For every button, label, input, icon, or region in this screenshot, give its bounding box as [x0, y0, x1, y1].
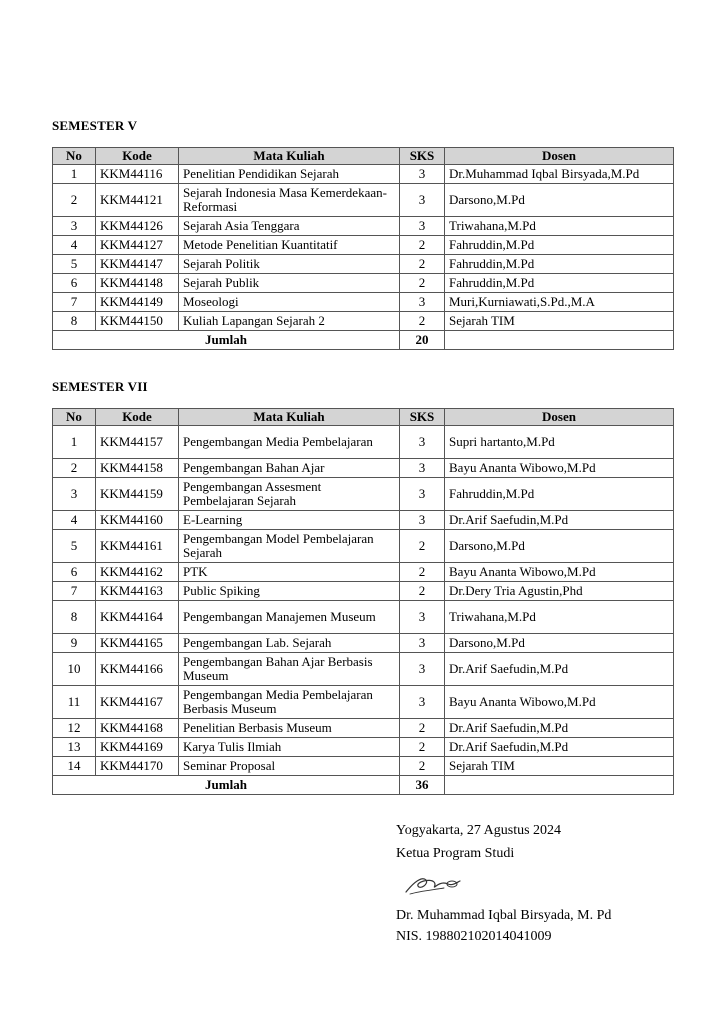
header-sks: SKS [400, 148, 445, 165]
table-row [53, 255, 674, 274]
cell-mata-kuliah: Pengembangan Media Pembelajaran [179, 426, 400, 459]
cell-kode: KKM44150 [96, 312, 179, 331]
cell-mata-kuliah: Karya Tulis Ilmiah [179, 738, 400, 757]
cell-dosen: Dr.Arif Saefudin,M.Pd [445, 738, 674, 757]
table-row [53, 719, 674, 738]
cell-no: 12 [53, 719, 96, 738]
cell-kode: KKM44170 [96, 757, 179, 776]
cell-no: 1 [53, 426, 96, 459]
header-dosen: Dosen [445, 409, 674, 426]
cell-kode: KKM44157 [96, 426, 179, 459]
total-sks: 20 [400, 331, 445, 350]
cell-dosen: Dr.Arif Saefudin,M.Pd [445, 511, 674, 530]
cell-dosen: Fahruddin,M.Pd [445, 478, 674, 511]
table-row [53, 601, 674, 634]
cell-kode: KKM44160 [96, 511, 179, 530]
cell-no: 2 [53, 184, 96, 217]
cell-dosen: Bayu Ananta Wibowo,M.Pd [445, 686, 674, 719]
cell-sks: 3 [400, 601, 445, 634]
header-mata-kuliah: Mata Kuliah [179, 148, 400, 165]
cell-mata-kuliah: Penelitian Pendidikan Sejarah [179, 165, 400, 184]
table-row [53, 634, 674, 653]
cell-dosen: Triwahana,M.Pd [445, 217, 674, 236]
cell-sks: 3 [400, 426, 445, 459]
cell-dosen: Dr.Arif Saefudin,M.Pd [445, 653, 674, 686]
signer-position: Ketua Program Studi [396, 846, 515, 861]
cell-kode: KKM44127 [96, 236, 179, 255]
table-row [53, 686, 674, 719]
cell-dosen: Fahruddin,M.Pd [445, 274, 674, 293]
table-row [53, 530, 674, 563]
cell-kode: KKM44147 [96, 255, 179, 274]
total-empty-cell [445, 331, 674, 350]
cell-kode: KKM44149 [96, 293, 179, 312]
cell-no: 11 [53, 686, 96, 719]
total-sks: 36 [400, 776, 445, 795]
cell-kode: KKM44159 [96, 478, 179, 511]
cell-mata-kuliah: Seminar Proposal [179, 757, 400, 776]
total-label: Jumlah [53, 331, 400, 350]
cell-mata-kuliah: Pengembangan Bahan Ajar Berbasis Museum [179, 653, 400, 686]
cell-mata-kuliah: Sejarah Indonesia Masa Kemerdekaan-Reformasi [179, 184, 400, 217]
table-row [53, 217, 674, 236]
table-row [53, 563, 674, 582]
table-row [53, 757, 674, 776]
cell-dosen: Bayu Ananta Wibowo,M.Pd [445, 459, 674, 478]
cell-mata-kuliah: Pengembangan Bahan Ajar [179, 459, 400, 478]
cell-no: 3 [53, 217, 96, 236]
cell-dosen: Fahruddin,M.Pd [445, 255, 674, 274]
cell-mata-kuliah: Kuliah Lapangan Sejarah 2 [179, 312, 400, 331]
cell-no: 9 [53, 634, 96, 653]
cell-sks: 3 [400, 686, 445, 719]
cell-kode: KKM44165 [96, 634, 179, 653]
table-header-row [53, 148, 674, 165]
cell-kode: KKM44164 [96, 601, 179, 634]
cell-kode: KKM44167 [96, 686, 179, 719]
cell-sks: 2 [400, 274, 445, 293]
cell-kode: KKM44161 [96, 530, 179, 563]
cell-dosen: Dr.Arif Saefudin,M.Pd [445, 719, 674, 738]
cell-dosen: Muri,Kurniawati,S.Pd.,M.A [445, 293, 674, 312]
cell-mata-kuliah: Pengembangan Assesment Pembelajaran Sejarah [179, 478, 400, 511]
cell-dosen: Bayu Ananta Wibowo,M.Pd [445, 563, 674, 582]
cell-no: 5 [53, 255, 96, 274]
header-mata-kuliah: Mata Kuliah [179, 409, 400, 426]
table-row [53, 738, 674, 757]
cell-no: 8 [53, 601, 96, 634]
cell-no: 5 [53, 530, 96, 563]
cell-kode: KKM44169 [96, 738, 179, 757]
cell-no: 14 [53, 757, 96, 776]
cell-sks: 3 [400, 217, 445, 236]
cell-no: 6 [53, 274, 96, 293]
cell-sks: 3 [400, 165, 445, 184]
table-row [53, 582, 674, 601]
cell-dosen: Darsono,M.Pd [445, 530, 674, 563]
signer-name: Dr. Muhammad Iqbal Birsyada, M. Pd [396, 908, 612, 923]
cell-sks: 3 [400, 293, 445, 312]
table-row [53, 426, 674, 459]
place-date: Yogyakarta, 27 Agustus 2024 [396, 823, 562, 838]
table-row [53, 653, 674, 686]
cell-sks: 3 [400, 634, 445, 653]
cell-no: 6 [53, 563, 96, 582]
cell-mata-kuliah: E-Learning [179, 511, 400, 530]
cell-kode: KKM44162 [96, 563, 179, 582]
header-no: No [53, 409, 96, 426]
total-label: Jumlah [53, 776, 400, 795]
header-kode: Kode [96, 148, 179, 165]
cell-mata-kuliah: Moseologi [179, 293, 400, 312]
cell-no: 7 [53, 582, 96, 601]
cell-mata-kuliah: Sejarah Politik [179, 255, 400, 274]
cell-sks: 3 [400, 653, 445, 686]
total-empty-cell [445, 776, 674, 795]
cell-mata-kuliah: Pengembangan Manajemen Museum [179, 601, 400, 634]
cell-mata-kuliah: Pengembangan Model Pembelajaran Sejarah [179, 530, 400, 563]
cell-no: 7 [53, 293, 96, 312]
cell-sks: 2 [400, 255, 445, 274]
header-kode: Kode [96, 409, 179, 426]
cell-kode: KKM44163 [96, 582, 179, 601]
cell-kode: KKM44166 [96, 653, 179, 686]
cell-mata-kuliah: Pengembangan Media Pembelajaran Berbasis Museum [179, 686, 400, 719]
cell-dosen: Dr.Dery Tria Agustin,Phd [445, 582, 674, 601]
cell-no: 4 [53, 511, 96, 530]
cell-sks: 2 [400, 738, 445, 757]
table-row [53, 511, 674, 530]
cell-kode: KKM44148 [96, 274, 179, 293]
cell-dosen: Triwahana,M.Pd [445, 601, 674, 634]
cell-dosen: Supri hartanto,M.Pd [445, 426, 674, 459]
total-row [53, 776, 674, 795]
cell-no: 4 [53, 236, 96, 255]
cell-no: 10 [53, 653, 96, 686]
cell-mata-kuliah: Pengembangan Lab. Sejarah [179, 634, 400, 653]
cell-mata-kuliah: Sejarah Publik [179, 274, 400, 293]
table-row [53, 184, 674, 217]
table-row [53, 274, 674, 293]
cell-no: 3 [53, 478, 96, 511]
semester-5-table [52, 147, 674, 350]
cell-dosen: Darsono,M.Pd [445, 184, 674, 217]
cell-no: 1 [53, 165, 96, 184]
cell-sks: 2 [400, 582, 445, 601]
cell-sks: 3 [400, 478, 445, 511]
header-sks: SKS [400, 409, 445, 426]
total-row [53, 331, 674, 350]
header-dosen: Dosen [445, 148, 674, 165]
cell-mata-kuliah: Penelitian Berbasis Museum [179, 719, 400, 738]
table-row [53, 236, 674, 255]
cell-sks: 3 [400, 184, 445, 217]
table-row [53, 293, 674, 312]
cell-dosen: Sejarah TIM [445, 312, 674, 331]
cell-kode: KKM44121 [96, 184, 179, 217]
cell-dosen: Fahruddin,M.Pd [445, 236, 674, 255]
table-row [53, 165, 674, 184]
cell-dosen: Dr.Muhammad Iqbal Birsyada,M.Pd [445, 165, 674, 184]
header-no: No [53, 148, 96, 165]
cell-mata-kuliah: Metode Penelitian Kuantitatif [179, 236, 400, 255]
cell-sks: 3 [400, 459, 445, 478]
cell-sks: 2 [400, 719, 445, 738]
cell-no: 13 [53, 738, 96, 757]
cell-dosen: Sejarah TIM [445, 757, 674, 776]
signer-nis: NIS. 198802102014041009 [396, 929, 552, 944]
semester-7-table [52, 408, 674, 795]
table-row [53, 459, 674, 478]
semester-5-title: SEMESTER V [52, 118, 138, 133]
cell-kode: KKM44126 [96, 217, 179, 236]
cell-no: 2 [53, 459, 96, 478]
cell-sks: 3 [400, 511, 445, 530]
cell-mata-kuliah: Public Spiking [179, 582, 400, 601]
cell-sks: 2 [400, 563, 445, 582]
cell-sks: 2 [400, 757, 445, 776]
cell-mata-kuliah: Sejarah Asia Tenggara [179, 217, 400, 236]
cell-kode: KKM44158 [96, 459, 179, 478]
cell-kode: KKM44168 [96, 719, 179, 738]
cell-kode: KKM44116 [96, 165, 179, 184]
semester-7-title: SEMESTER VII [52, 379, 148, 394]
table-header-row [53, 409, 674, 426]
cell-no: 8 [53, 312, 96, 331]
cell-sks: 2 [400, 312, 445, 331]
table-row [53, 478, 674, 511]
table-row [53, 312, 674, 331]
handwritten-signature [400, 864, 470, 900]
cell-dosen: Darsono,M.Pd [445, 634, 674, 653]
cell-sks: 2 [400, 236, 445, 255]
cell-mata-kuliah: PTK [179, 563, 400, 582]
cell-sks: 2 [400, 530, 445, 563]
